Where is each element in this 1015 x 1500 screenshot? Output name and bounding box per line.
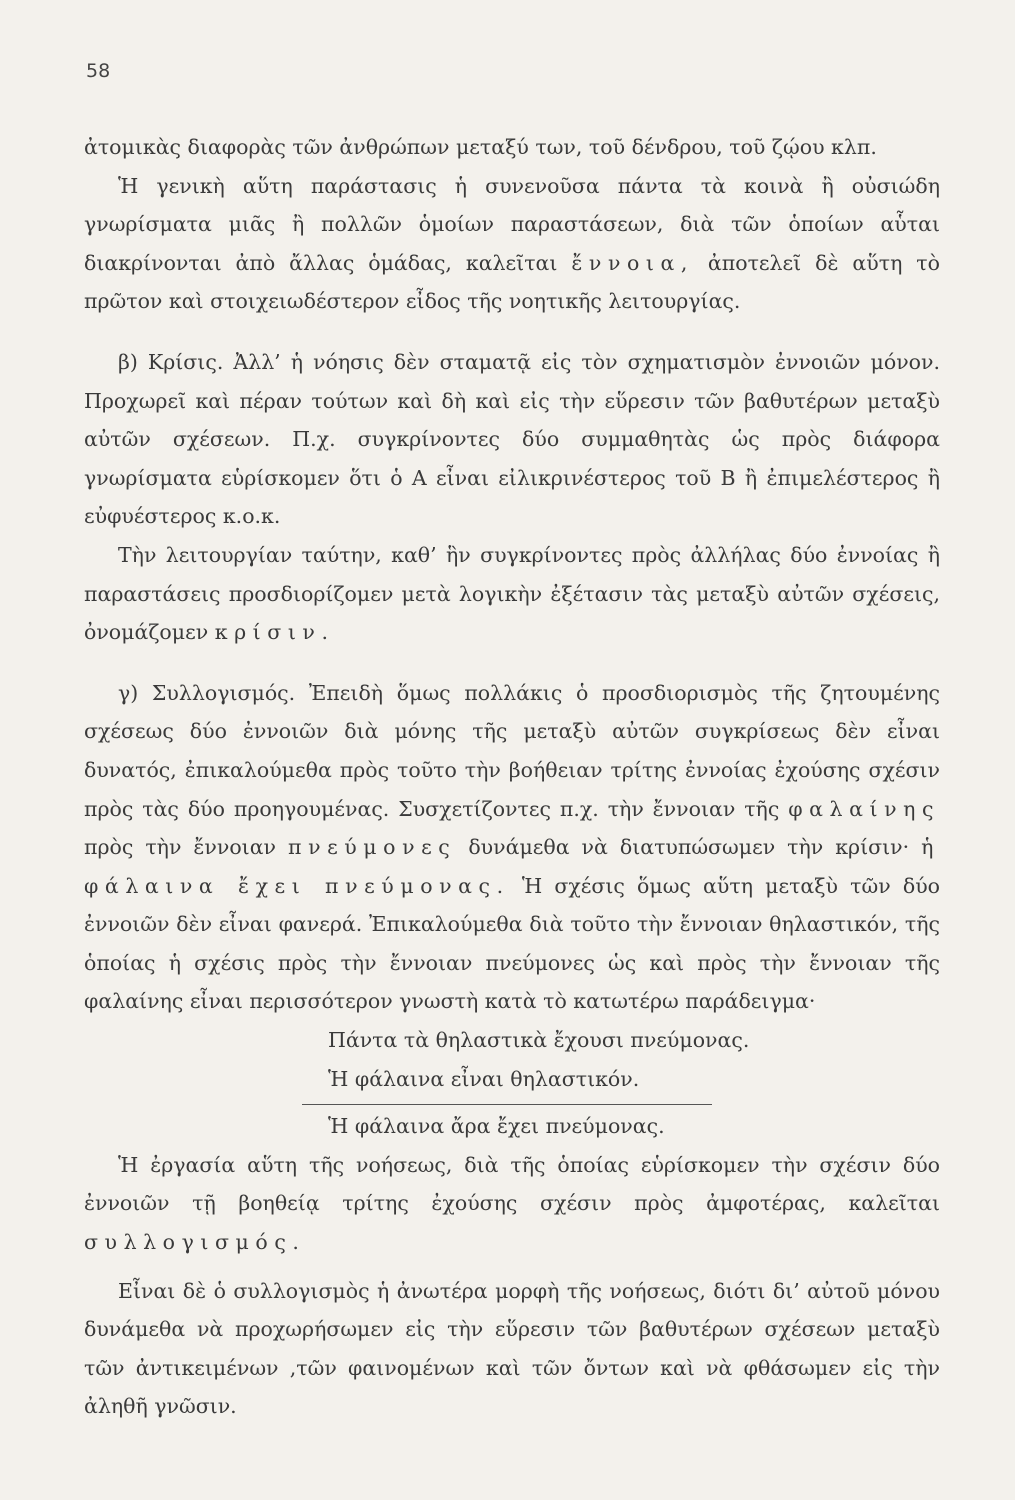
- page-number: 58: [86, 60, 111, 82]
- term-falainis: φαλαίνης: [788, 796, 940, 821]
- paragraph-krisis: β) Κρίσις. Ἀλλ’ ἡ νόησις δὲν σταματᾷ εἰς τὸν σχηματισμὸν ἐννοιῶν μόνον. Προχωρεῖ καὶ πέραν τούτων καὶ δὴ καὶ εἰς τὴν εὕρεσιν τῶν βαθυτέρων μεταξὺ αὐτῶν σχέσεων. Π.χ. συγκρίνοντες δύο συμμαθητὰς ὡς πρὸς διάφορα γνωρίσματα εὑρίσκομεν ὅτι ὁ Α εἶναι εἰλικρινέστερος τοῦ Β ἢ ἐπιμελέστερος ἢ εὐφυέστερος κ.ο.κ.: [84, 349, 940, 529]
- paragraph-6: [84, 1146, 940, 1262]
- paragraph-4-text: Τὴν λειτουργίαν ταύτην, καθ’ ἣν συγκρίνοντες πρὸς ἀλλήλας δύο ἐννοίας ἢ παραστάσεις προσδιορίζομεν μετὰ λογικὴν ἐξέτασιν τὰς μεταξὺ αὐτῶν σχέσεις, ὀνομάζομεν: [84, 542, 940, 645]
- paragraph-syllogismos: [84, 674, 940, 1021]
- paragraph-1: ἀτομικὰς διαφορὰς τῶν ἀνθρώπων μεταξύ των, τοῦ δένδρου, τοῦ ζῴου κλπ.: [84, 135, 877, 159]
- syllogism-premise-minor: Ἡ φάλαινα εἶναι θηλαστικόν.: [328, 1066, 640, 1091]
- paragraph-4: [84, 536, 940, 652]
- term-syllogismos: συλλογισμός.: [84, 1230, 306, 1255]
- term-ennoia: ἔννοια,: [571, 250, 694, 275]
- paragraph-7: Εἶναι δὲ ὁ συλλογισμὸς ἡ ἀνωτέρα μορφὴ τῆς νοήσεως, διότι δι’ αὐτοῦ μόνου δυνάμεθα νὰ προχωρήσωμεν εἰς τὴν εὕρεσιν τῶν βαθυτέρων σχέσεων μεταξὺ τῶν ἀντικειμένων ,τῶν φαινομένων καὶ τῶν ὄντων καὶ νὰ φθάσωμεν εἰς τὴν ἀληθῆ γνῶσιν.: [84, 1278, 940, 1419]
- paragraph-5-text-d: Ἡ σχέσις ὅμως αὕτη μεταξὺ τῶν δύο ἐννοιῶν δὲν εἶναι φανερά. Ἐπικαλούμεθα διὰ τοῦτο τὴν ἔννοιαν θηλαστικόν, τῆς ὁποίας ἡ σχέσις πρὸς τὴν ἔννοιαν πνεύμονες ὡς καὶ πρὸς τὴν ἔννοιαν τῆς φαλαίνης εἶναι περισσότερον γνωστὴ κατὰ τὸ κατωτέρω παράδειγμα·: [84, 873, 941, 1014]
- syllogism-premise-major: Πάντα τὰ θηλαστικὰ ἔχουσι πνεύμονας.: [328, 1028, 750, 1053]
- term-krisis: κρίσιν.: [214, 620, 335, 645]
- paragraph-5-text-c: δυνάμεθα νὰ διατυπώσωμεν τὴν κρίσιν·: [468, 835, 910, 860]
- paragraph-2: [84, 167, 940, 321]
- paragraph-2-text-a: Ἡ γενικὴ αὕτη παράστασις ἡ συνενοῦσα πάντα τὰ κοινὰ ἢ οὐσιώδη γνωρίσματα μιᾶς ἢ πολλῶν ὁμοίων παραστάσεων, διὰ τῶν ὁποίων αὗται διακρίνονται ἀπὸ ἄλλας ὁμάδας, καλεῖται: [84, 173, 940, 275]
- syllogism-divider: [302, 1104, 712, 1105]
- term-pneumones: πνεύμονες: [288, 835, 457, 860]
- body-text: [84, 128, 940, 1426]
- paragraph-2-text-b: ἀποτελεῖ δὲ αὕτη τὸ πρῶτον καὶ στοιχειωδέστερον εἶδος τῆς νοητικῆς λειτουργίας.: [84, 250, 940, 314]
- paragraph-5-text-a: γ) Συλλογισμός. Ἐπειδὴ ὅμως πολλάκις ὁ προσδιορισμὸς τῆς ζητουμένης σχέσεως δύο ἐννοιῶν διὰ μόνης τῆς μεταξὺ αὐτῶν συγκρίσεως δὲν εἶναι δυνατός, ἐπικαλούμεθα πρὸς τοῦτο τὴν βοήθειαν τρίτης ἐννοίας ἐχούσης σχέσιν πρὸς τὰς δύο προηγουμένας. Συσχετίζοντες π.χ. τὴν ἔννοιαν τῆς: [84, 680, 940, 821]
- paragraph-5-text-b: πρὸς τὴν ἔννοιαν: [84, 835, 277, 860]
- paragraph-6-text: Ἡ ἐργασία αὕτη τῆς νοήσεως, διὰ τῆς ὁποίας εὑρίσκομεν τὴν σχέσιν δύο ἐννοιῶν τῇ βοηθείᾳ τρίτης ἐχούσης σχέσιν πρὸς ἀμφοτέρας, καλεῖται: [84, 1152, 940, 1216]
- syllogism-conclusion: Ἡ φάλαινα ἄρα ἔχει πνεύμονας.: [328, 1114, 665, 1139]
- term-example-judgement: ἡ φάλαινα ἔχει πνεύμονας.: [84, 835, 940, 898]
